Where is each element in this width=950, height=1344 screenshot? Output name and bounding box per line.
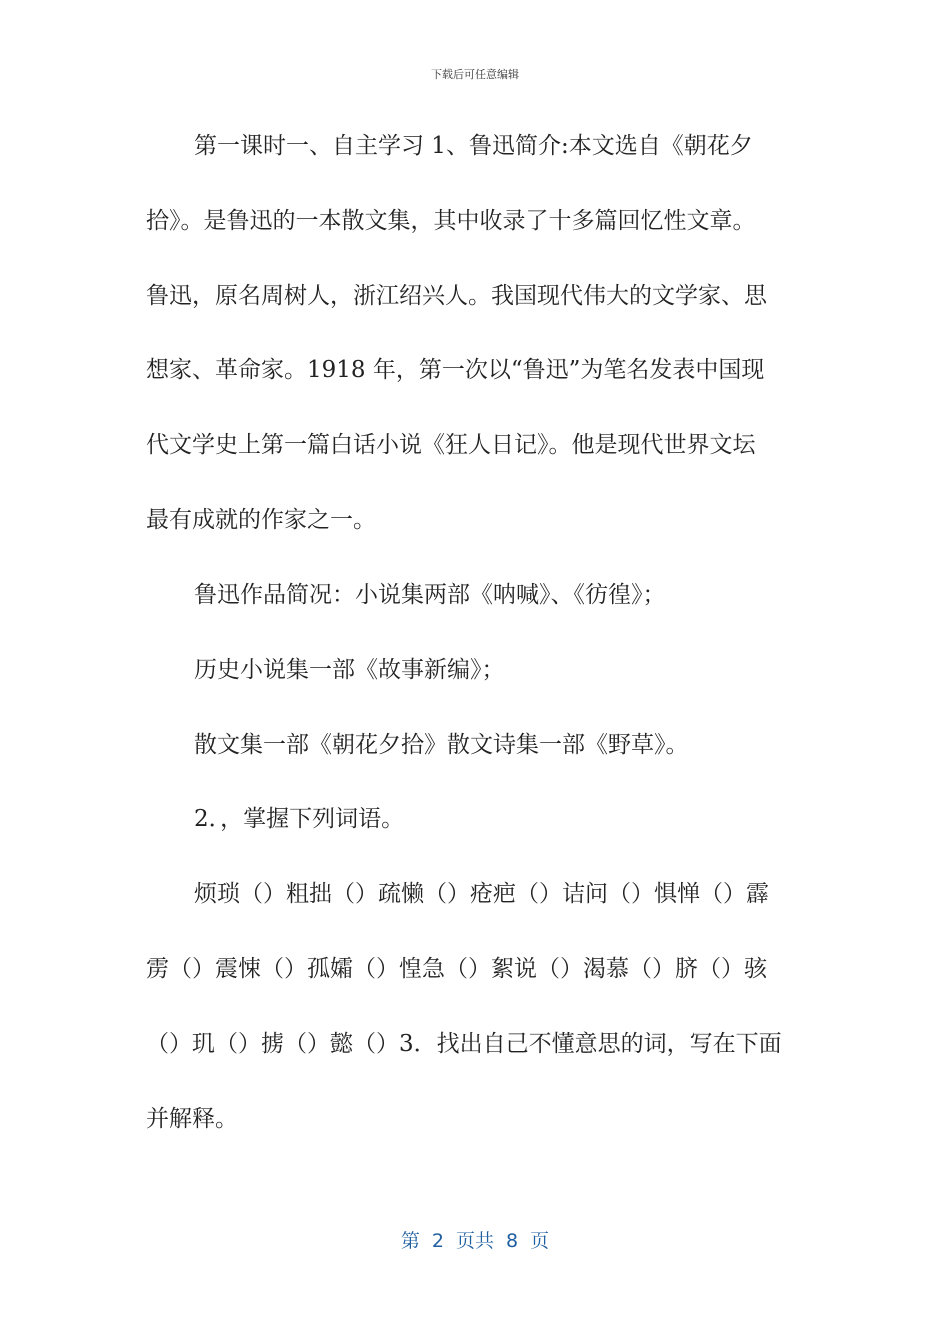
text-line: 历史小说集一部《故事新编》；: [194, 657, 505, 683]
text-line: 代文学史上第一篇白话小说《狂人日记》。他是现代世界文坛: [146, 432, 756, 458]
text-line: 最有成就的作家之一。: [146, 507, 376, 533]
text-line: 烦琐（）粗拙（）疏懒（）疮疤（）诘问（）惧惮（）霹: [194, 881, 769, 907]
text-line: 鲁迅作品简况：小说集两部《呐喊》、《彷徨》；: [194, 582, 666, 608]
text-line: 雳（）震悚（）孤孀（）惶急（）絮说（）渴慕（）脐（）骇: [146, 956, 767, 982]
text-line: 鲁迅，原名周树人，浙江绍兴人。我国现代伟大的文学家、思: [146, 283, 767, 309]
text-line: 拾》。是鲁迅的一本散文集，其中收录了十多篇回忆性文章。: [146, 208, 756, 234]
text-line: 想家、革命家。1918 年，第一次以“鲁迅”为笔名发表中国现: [146, 357, 765, 383]
text-line: 2．，掌握下列词语。: [194, 806, 405, 832]
text-line: 并解释。: [146, 1106, 238, 1132]
page-number: 第 2 页共 8 页: [400, 1230, 550, 1252]
text-line: （）玑（）掳（）懿（）3．找出自己不懂意思的词，写在下面: [146, 1031, 782, 1057]
text-line: 第一课时一、自主学习 1、鲁迅简介:本文选自《朝花夕: [194, 133, 753, 159]
text-line: 散文集一部《朝花夕拾》散文诗集一部《野草》。: [194, 732, 689, 758]
page-header-note: 下载后可任意编辑: [431, 68, 519, 81]
